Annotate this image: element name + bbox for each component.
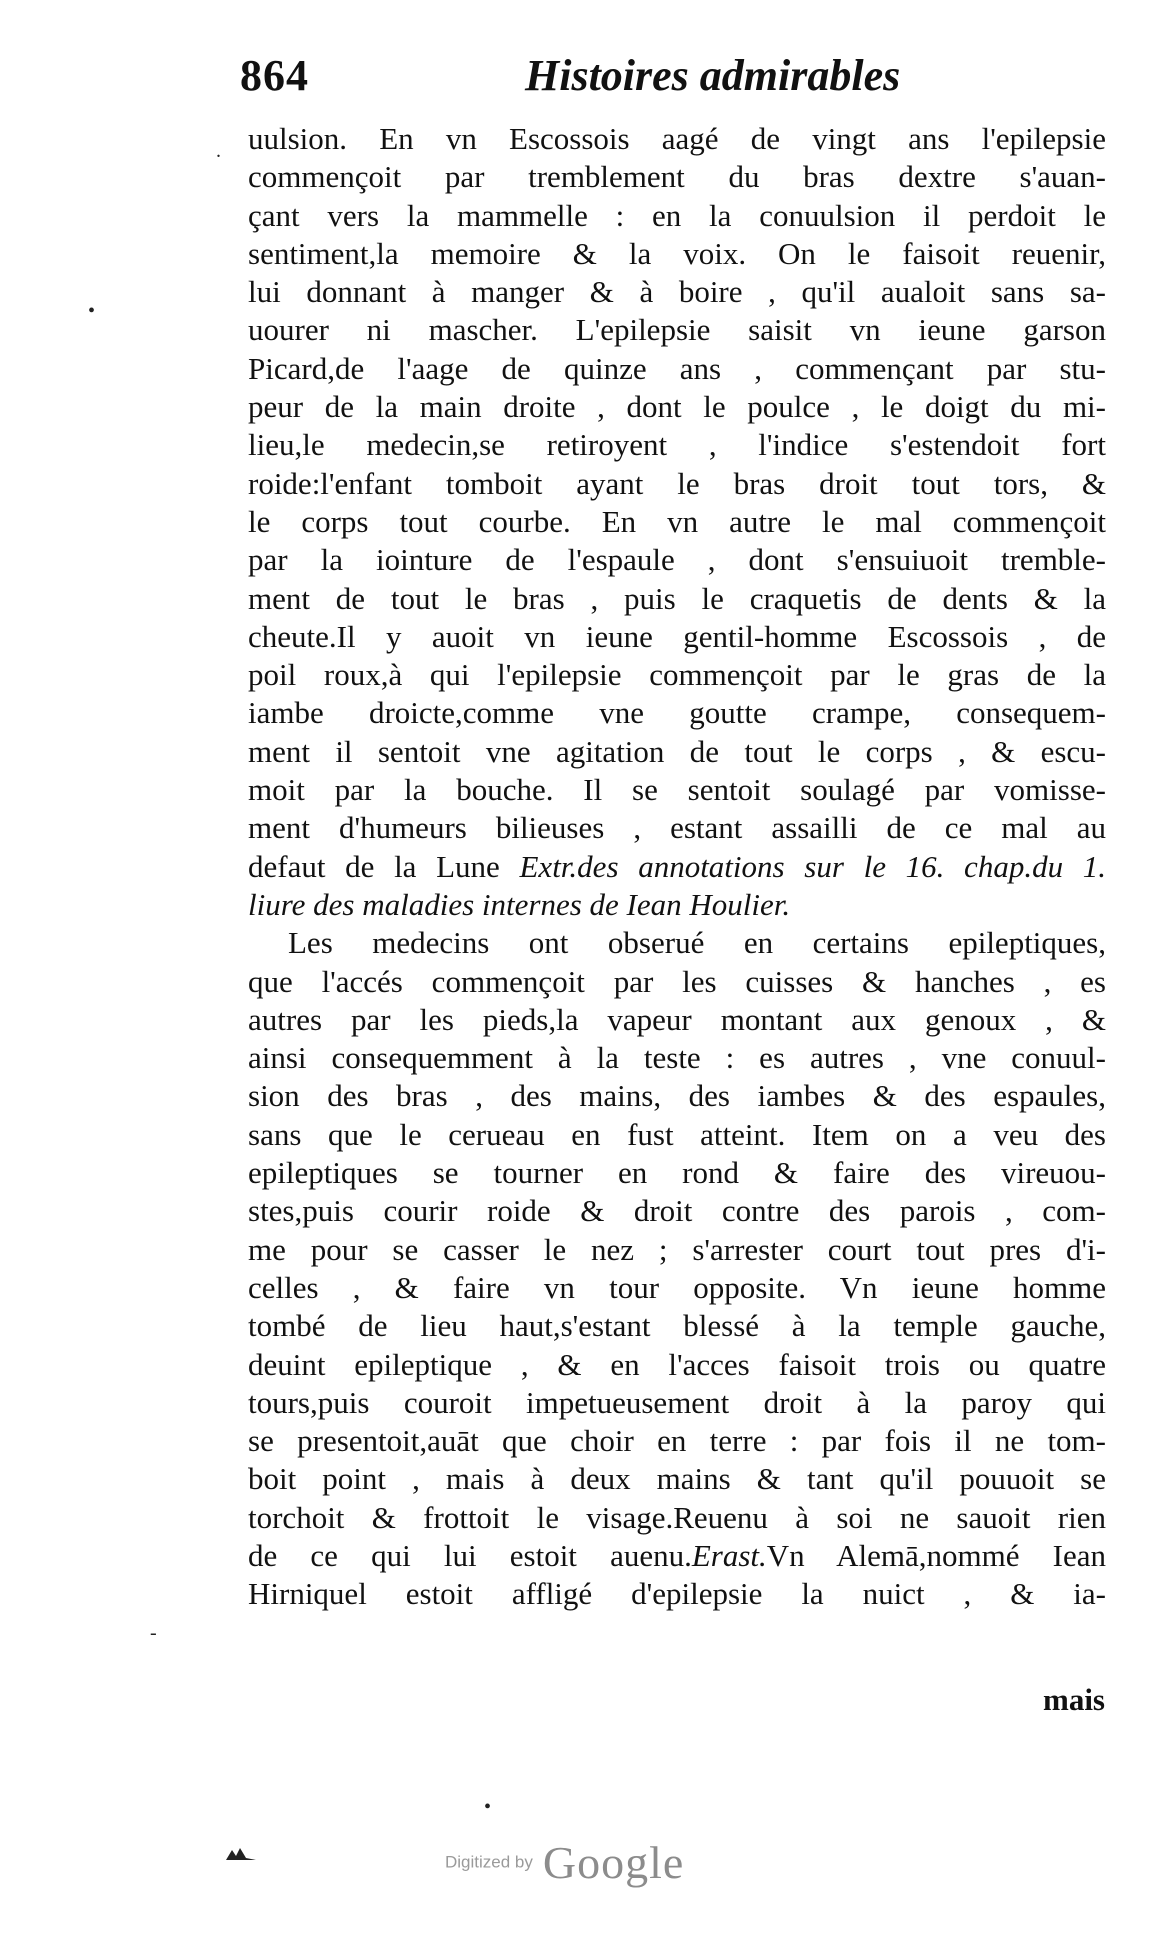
text-line: epileptiques se tourner en rond & faire des vireuou- xyxy=(248,1155,1106,1191)
text-line: poil roux,à qui l'epilepsie commençoit par le gras de la xyxy=(248,657,1106,693)
text-line: deuint epileptique , & en l'acces faisoit trois ou quatre xyxy=(248,1346,1106,1382)
italic-citation: Erast. xyxy=(691,1537,767,1573)
text-line: Picard,de l'aage de quinze ans , commençant par stu- xyxy=(248,350,1106,386)
watermark-brand: Google xyxy=(542,1837,685,1888)
text-line: par la iointure de l'espaule , dont s'ensuiuoit tremble- xyxy=(248,542,1106,578)
text-line: le corps tout courbe. En vn autre le mal commençoit xyxy=(248,503,1106,539)
text-line: uourer ni mascher. L'epilepsie saisit vn ieune garson xyxy=(248,312,1106,348)
text-line: ment d'humeurs bilieuses , estant assailli de ce mal au xyxy=(248,810,1106,846)
text-line: ment de tout le bras , puis le craquetis de dents & la xyxy=(248,580,1106,616)
text-line: celles , & faire vn tour opposite. Vn ieune homme xyxy=(248,1269,1106,1305)
text-line xyxy=(248,848,1106,886)
running-title: Histoires admirables xyxy=(525,51,901,100)
text-line: sans que le cerueau en fust atteint. Item on a veu des xyxy=(248,1116,1106,1152)
text-line: Hirniquel estoit affligé d'epilepsie la nuict , & ia- xyxy=(248,1576,1106,1612)
margin-speck: - xyxy=(150,1622,157,1644)
text-line: sion des bras , des mains, des iambes & des espaules, xyxy=(248,1078,1106,1114)
text-line: que l'accés commençoit par les cuisses & hanches , es xyxy=(248,963,1106,999)
text-line: liure des maladies internes de Iean Houlier. xyxy=(248,886,791,922)
text-line: ment il sentoit vne agitation de tout le corps , & escu- xyxy=(248,733,1106,769)
text-line: peur de la main droite , dont le poulce , le doigt du mi- xyxy=(248,389,1106,425)
text-line: uulsion. En vn Escossois aagé de vingt ans l'epilepsie xyxy=(248,121,1106,156)
roman-run: defaut de la Lune xyxy=(248,848,520,884)
text-line: stes,puis courir roide & droit contre des parois , com- xyxy=(248,1193,1106,1229)
text-line: lui donnant à manger & à boire , qu'il aualoit sans sa- xyxy=(248,274,1106,310)
ink-mark-icon xyxy=(224,1844,258,1862)
margin-speck: • xyxy=(88,300,96,322)
page-number: 864 xyxy=(240,51,309,100)
body-text xyxy=(248,120,1106,1614)
text-line: roide:l'enfant tomboit ayant le bras droit tout tors, & xyxy=(248,465,1106,501)
margin-speck: . xyxy=(216,140,221,162)
text-line: çant vers la mammelle : en la conuulsion il perdoit le xyxy=(248,197,1106,233)
text-line: torchoit & frottoit le visage.Reuenu à soi ne sauoit rien xyxy=(248,1499,1106,1535)
text-line: ainsi consequemment à la teste : es autres , vne conuul- xyxy=(248,1040,1106,1076)
text-line: me pour se casser le nez ; s'arrester court tout pres d'i- xyxy=(248,1231,1106,1267)
catchword: mais xyxy=(1043,1682,1105,1717)
text-line: lieu,le medecin,se retiroyent , l'indice s'estendoit fort xyxy=(248,427,1106,463)
text-line: moit par la bouche. Il se sentoit soulagé par vomisse- xyxy=(248,772,1106,808)
text-line: tours,puis couroit impetueusement droit à la paroy qui xyxy=(248,1384,1106,1420)
text-line: sentiment,la memoire & la voix. On le faisoit reuenir, xyxy=(248,235,1106,271)
page-header xyxy=(240,50,950,112)
roman-run: de ce qui lui estoit auenu. xyxy=(248,1537,692,1573)
text-line: se presentoit,auāt que choir en terre : par fois il ne tom- xyxy=(248,1423,1106,1459)
text-line: autres par les pieds,la vapeur montant aux genoux , & xyxy=(248,1001,1106,1037)
margin-speck: • xyxy=(484,1796,492,1818)
text-line: boit point , mais à deux mains & tant qu'il pouuoit se xyxy=(248,1461,1106,1497)
text-line: iambe droicte,comme vne goutte crampe, consequem- xyxy=(248,695,1106,731)
text-line xyxy=(248,1537,1106,1575)
text-line: cheute.Il y auoit vn ieune gentil-homme Escossois , de xyxy=(248,618,1106,654)
digitized-watermark xyxy=(445,1836,684,1889)
roman-run: Vn Alemā,nommé Iean xyxy=(766,1537,1106,1573)
italic-citation: Extr.des annotations sur le 16. chap.du 1. xyxy=(519,848,1106,884)
text-line: commençoit par tremblement du bras dextre s'auan- xyxy=(248,159,1106,195)
text-line: tombé de lieu haut,s'estant blessé à la temple gauche, xyxy=(248,1308,1106,1344)
text-line: Les medecins ont obserué en certains epileptiques, xyxy=(288,925,1106,961)
watermark-prefix: Digitized by xyxy=(445,1852,533,1872)
